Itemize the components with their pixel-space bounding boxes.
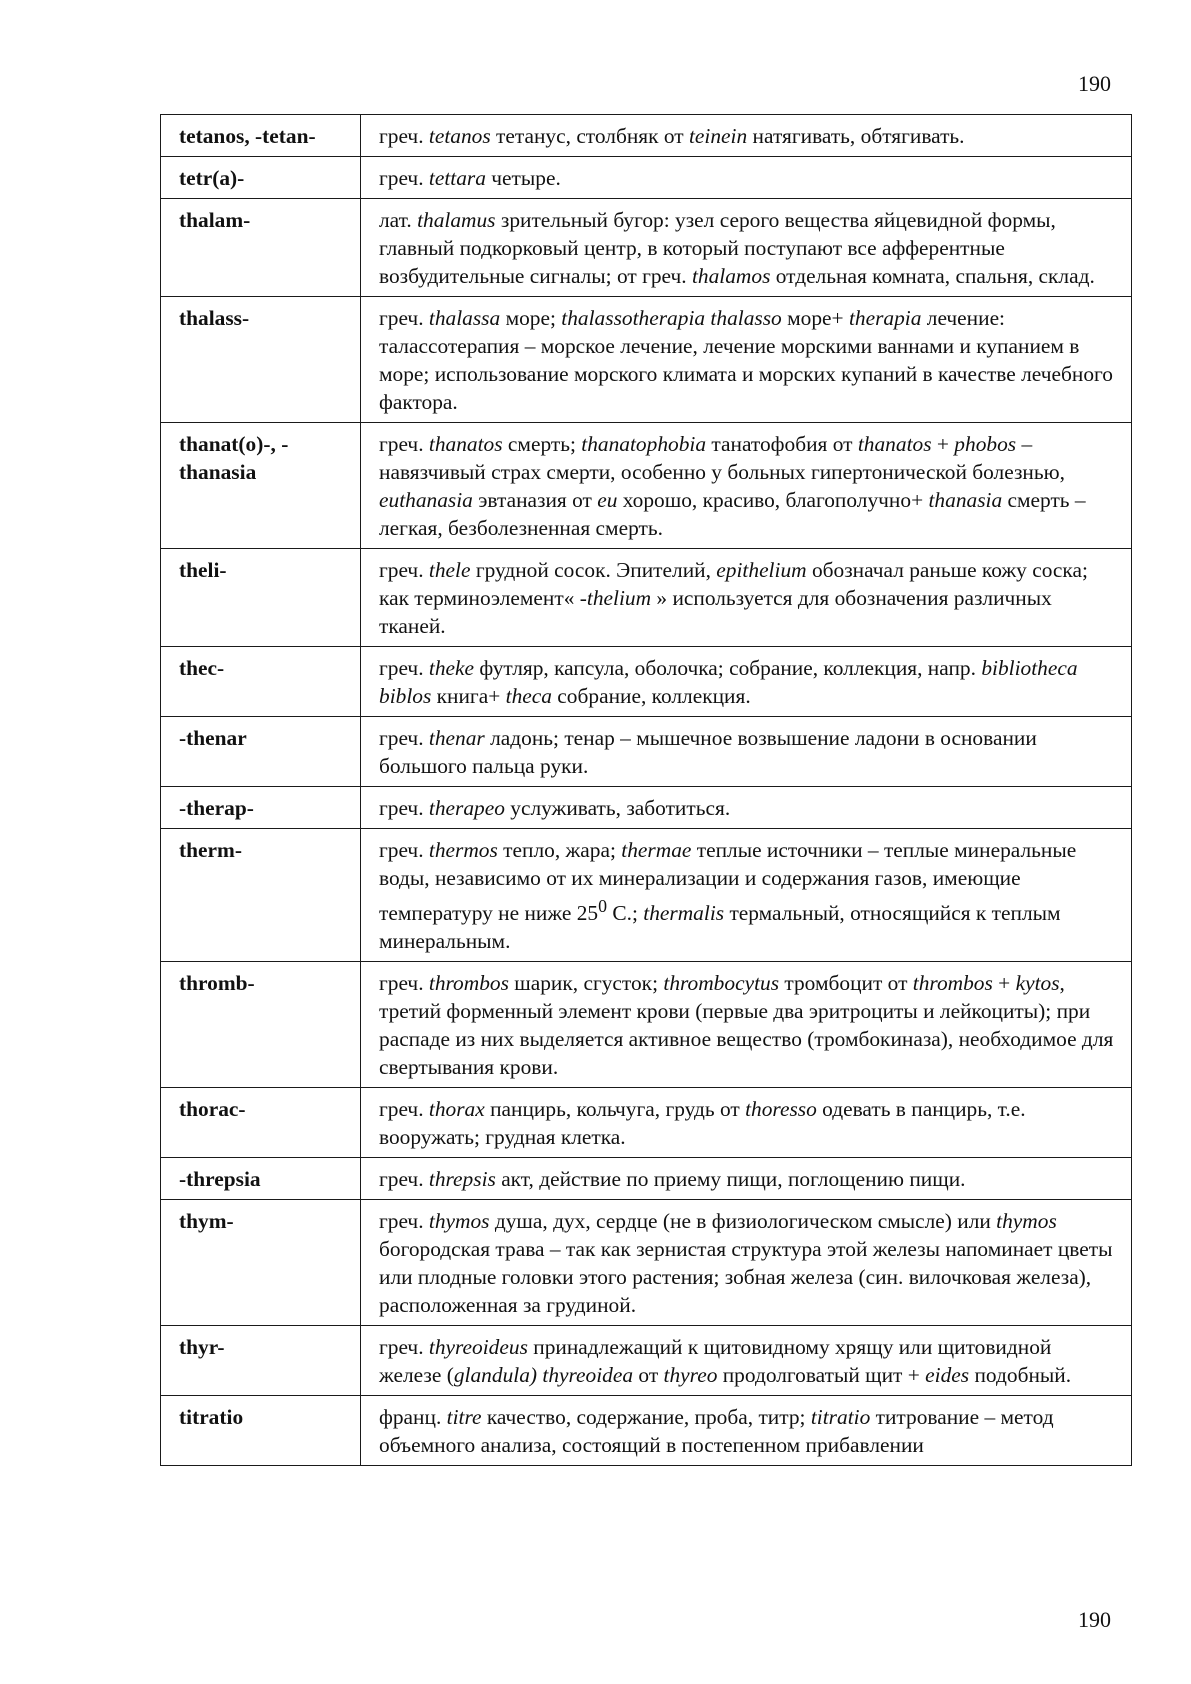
term-cell: titratio (161, 1396, 361, 1466)
definition-text: лечение: талассотерапия – морское лечение, лечение морскими ваннами и купанием в море; использование морского климата и морских купаний в качестве лечебного фактора. (379, 306, 1113, 414)
table-row (161, 1326, 1132, 1396)
term-cell: thym- (161, 1200, 361, 1326)
definition-text: панцирь, кольчуга, грудь от (484, 1097, 746, 1122)
italic-term: thanatos (428, 432, 503, 456)
italic-term: thermalis (643, 901, 725, 926)
term-cell: thorac- (161, 1088, 361, 1158)
definition-text: собрание, коллекция. (551, 684, 751, 708)
definition-text: обозначал раньше кожу соска; как терминоэлемент« (379, 558, 1088, 610)
italic-term: thanatos (857, 432, 932, 456)
definition-text: греч. (379, 1335, 429, 1360)
definition-text: зрительный бугор: узел серого вещества яйцевидной формы, главный подкорковый центр, в который поступают все афферентные возбудительные сигналы; от греч. (379, 208, 1056, 288)
table-row (161, 1088, 1132, 1158)
definition-cell (361, 717, 1132, 787)
table-row (161, 829, 1132, 962)
definition-text: богородская трава – так как зернистая структура этой железы напоминает цветы или плодные головки этого растения; зобная железа (син. вилочковая железа), расположенная за грудиной. (379, 1237, 1113, 1318)
table-row (161, 1200, 1132, 1326)
definition-text: тетанус, столбняк от (490, 124, 689, 148)
definition-text: греч. (379, 838, 429, 862)
italic-term: thalassa (428, 306, 501, 330)
definition-text: подобный. (969, 1363, 1072, 1388)
table-row (161, 115, 1132, 157)
italic-term: tetanos (428, 124, 491, 148)
italic-term: thrombos (912, 971, 993, 996)
term-cell: thyr- (161, 1326, 361, 1396)
italic-term: thorax (428, 1097, 485, 1122)
italic-term: titre (446, 1405, 482, 1430)
definition-text: качество, содержание, проба, титр; (481, 1405, 811, 1430)
definition-cell (361, 1088, 1132, 1158)
table-row (161, 1396, 1132, 1466)
definition-text: греч. (379, 1097, 429, 1122)
definition-text: термальный, относящийся к теплым минеральным. (379, 901, 1061, 954)
table-row (161, 199, 1132, 297)
definition-cell (361, 647, 1132, 717)
definition-text: + (931, 432, 955, 456)
definition-text: греч. (379, 656, 429, 680)
definition-text: греч. (379, 432, 429, 456)
definition-text: + (992, 971, 1016, 996)
definition-text: шарик, сгусток; (508, 971, 664, 996)
definition-text: услуживать, заботиться. (504, 796, 731, 820)
definition-text: натягивать, обтягивать. (747, 124, 965, 148)
term-cell: tetanos, -tetan- (161, 115, 361, 157)
definition-text: грудной сосок. Эпителий, (470, 558, 717, 582)
term-cell: thec- (161, 647, 361, 717)
definition-text: греч. (379, 558, 429, 582)
definition-cell (361, 157, 1132, 199)
term-cell: theli- (161, 549, 361, 647)
definition-cell (361, 829, 1132, 962)
italic-term: thyreo (663, 1363, 718, 1388)
definition-text: теплые источники – теплые минеральные воды, независимо от их минерализации и содержания газов, имеющие температуру не ниже 25 (379, 838, 1077, 926)
definition-text: книга+ (431, 684, 506, 708)
glossary-table (160, 114, 1132, 1466)
italic-term: theca (505, 684, 552, 708)
term-cell: -thenar (161, 717, 361, 787)
table-row (161, 787, 1132, 829)
definition-text: тромбоцит от (779, 971, 913, 996)
term-cell: thalass- (161, 297, 361, 423)
italic-term: theke (428, 656, 475, 680)
italic-term: thanasia (928, 488, 1003, 512)
italic-term: thrombocytus (663, 971, 780, 996)
italic-term: phobos (954, 432, 1017, 456)
definition-text: греч. (379, 1167, 429, 1192)
term-cell: thanat(o)-, -thanasia (161, 423, 361, 549)
italic-term: therapia (848, 306, 922, 330)
term-cell: tetr(a)- (161, 157, 361, 199)
term-cell: thalam- (161, 199, 361, 297)
definition-text: греч. (379, 166, 429, 190)
definition-text: С.; (607, 901, 644, 926)
definition-text: греч. (379, 726, 429, 750)
definition-text: греч. (379, 971, 429, 996)
definition-text: эвтаназия от (472, 488, 598, 512)
definition-text: хорошо, красиво, благополучно+ (617, 488, 929, 512)
definition-text: смерть – легкая, безболезненная смерть. (379, 488, 1086, 540)
italic-term: euthanasia (379, 488, 473, 512)
definition-text: душа, дух, сердце (не в физиологическом смысле) или (489, 1209, 997, 1234)
definition-text: , третий форменный элемент крови (первые два эритроциты и лейкоциты); при распаде из них выделяется активное вещество (тромбокиназа), необходимое для свертывания крови. (379, 971, 1114, 1080)
definition-text: танатофобия от (706, 432, 858, 456)
italic-term: thalamus (417, 208, 496, 232)
italic-term: epithelium (716, 558, 807, 582)
definition-text: франц. (379, 1405, 447, 1430)
italic-term: titratio (810, 1405, 871, 1430)
italic-term: eu (597, 488, 618, 512)
definition-text: акт, действие по приему пищи, поглощению пищи. (495, 1167, 966, 1192)
definition-text: одевать в панцирь, т.е. вооружать; грудная клетка. (379, 1097, 1026, 1150)
definition-text: греч. (379, 1209, 429, 1234)
definition-text: » используется для обозначения различных тканей. (379, 586, 1052, 638)
italic-term: thanatophobia (581, 432, 707, 456)
italic-term: thymos (428, 1209, 490, 1234)
italic-term: thermae (621, 838, 692, 862)
italic-term: threpsis (428, 1167, 496, 1192)
definition-text: принадлежащий к щитовидному хрящу или щитовидной железе ( (379, 1335, 1052, 1388)
definition-text: продолговатый щит + (717, 1363, 926, 1388)
italic-term: thymos (996, 1209, 1057, 1234)
italic-term: thyreoideus (428, 1335, 528, 1360)
italic-term: thermos (428, 838, 498, 862)
page-number-top: 190 (1078, 71, 1111, 96)
definition-text: ладонь; тенар – мышечное возвышение ладони в основании большого пальца руки. (379, 726, 1037, 778)
definition-text: от (633, 1363, 664, 1388)
term-cell: therm- (161, 829, 361, 962)
italic-term: glandula) thyreoidea (453, 1363, 634, 1388)
italic-term: thalamos (691, 264, 771, 288)
table-row (161, 962, 1132, 1088)
definition-text: – навязчивый страх смерти, особенно у больных гипертонической болезнью, (379, 432, 1065, 484)
definition-cell (361, 297, 1132, 423)
definition-cell (361, 787, 1132, 829)
definition-cell (361, 549, 1132, 647)
definition-text: лат. (379, 208, 418, 232)
definition-text: море; (500, 306, 562, 330)
definition-cell (361, 1326, 1132, 1396)
definition-text: тепло, жара; (497, 838, 622, 862)
definition-text: четыре. (485, 166, 561, 190)
definition-text: отдельная комната, спальня, склад. (770, 264, 1095, 288)
definition-text: греч. (379, 124, 429, 148)
italic-term: thoresso (745, 1097, 817, 1122)
table-row (161, 1158, 1132, 1200)
italic-term: therapeo (428, 796, 505, 820)
italic-term: teinein (688, 124, 748, 148)
italic-term: eides (925, 1363, 970, 1388)
table-row (161, 423, 1132, 549)
definition-cell (361, 962, 1132, 1088)
table-row (161, 549, 1132, 647)
definition-cell (361, 1396, 1132, 1466)
definition-text: греч. (379, 796, 429, 820)
italic-term: kytos (1015, 971, 1060, 996)
term-cell: -therap- (161, 787, 361, 829)
definition-cell (361, 1158, 1132, 1200)
page-number-bottom: 190 (1078, 1607, 1111, 1632)
italic-term: bibliotheca biblos (379, 656, 1078, 708)
table-row (161, 157, 1132, 199)
term-cell: thromb- (161, 962, 361, 1088)
definition-cell (361, 1200, 1132, 1326)
table-row (161, 717, 1132, 787)
term-cell: -threpsia (161, 1158, 361, 1200)
definition-cell (361, 115, 1132, 157)
italic-term: thalassotherapia thalasso (561, 306, 782, 330)
definition-text: смерть; (502, 432, 582, 456)
italic-term: thrombos (428, 971, 509, 996)
italic-term: thele (428, 558, 471, 582)
definition-cell (361, 199, 1132, 297)
italic-term: tettara (428, 166, 486, 190)
superscript-text: 0 (598, 896, 608, 916)
table-row (161, 647, 1132, 717)
definition-text: футляр, капсула, оболочка; собрание, коллекция, напр. (474, 656, 982, 680)
italic-term: thenar (428, 726, 485, 750)
italic-term: -thelium (579, 586, 652, 610)
table-row (161, 297, 1132, 423)
definition-text: титрование – метод объемного анализа, состоящий в постепенном прибавлении (379, 1405, 1054, 1458)
definition-text: море+ (781, 306, 849, 330)
definition-text: греч. (379, 306, 429, 330)
definition-cell (361, 423, 1132, 549)
glossary-table-body (161, 115, 1132, 1466)
